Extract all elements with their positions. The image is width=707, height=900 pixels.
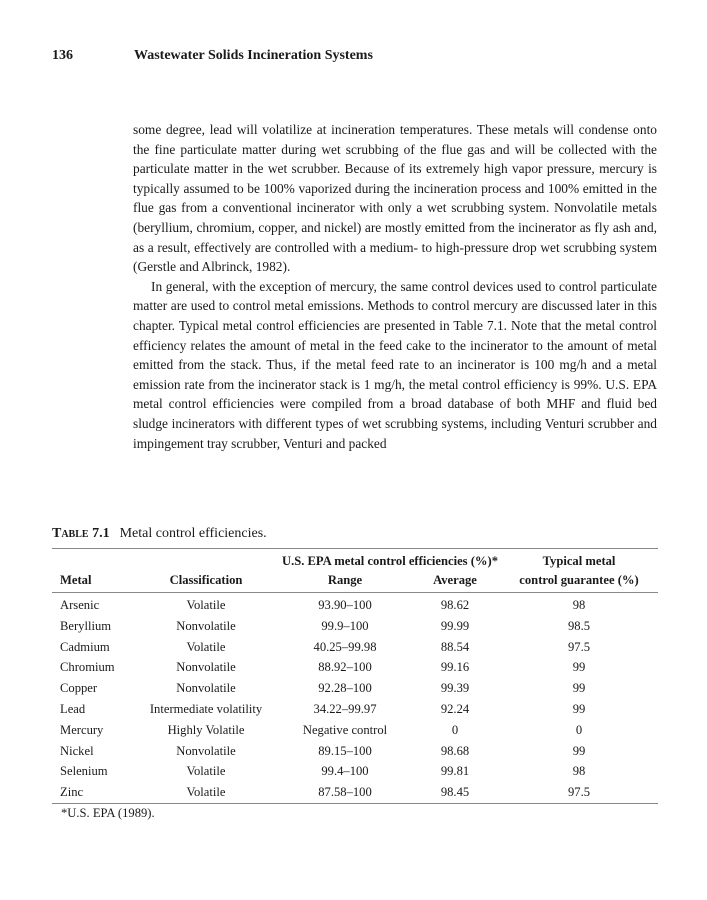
cell-average: 99.16	[440, 660, 470, 675]
cell-classification: Nonvolatile	[176, 618, 236, 633]
cell-guarantee: 99	[572, 743, 586, 758]
cell-metal: Selenium	[60, 764, 108, 779]
col-header-range: Range	[280, 571, 410, 593]
cell-classification: Volatile	[186, 785, 226, 800]
cell-range: 40.25–99.98	[313, 639, 377, 654]
running-header	[52, 48, 662, 68]
cell-range: 92.28–100	[318, 681, 372, 696]
cell-metal: Nickel	[60, 743, 94, 758]
cell-metal: Arsenic	[60, 598, 100, 612]
cell-classification: Nonvolatile	[176, 743, 236, 758]
cell-average: 88.54	[440, 639, 470, 654]
table-header-row	[52, 549, 658, 572]
cell-guarantee: 99	[572, 681, 586, 696]
table-row	[52, 741, 658, 762]
cell-average: 92.24	[440, 701, 470, 716]
cell-metal: Beryllium	[60, 618, 112, 633]
cell-average: 99.39	[440, 681, 470, 696]
cell-average: 0	[451, 722, 459, 737]
cell-metal: Cadmium	[60, 639, 110, 654]
cell-average: 98.45	[440, 785, 470, 800]
cell-classification: Volatile	[186, 639, 226, 654]
cell-guarantee: 99	[572, 701, 586, 716]
body-text	[133, 120, 657, 453]
table-row	[52, 761, 658, 782]
cell-classification: Highly Volatile	[167, 722, 245, 737]
col-header-average: Average	[410, 571, 500, 593]
cell-guarantee: 97.5	[567, 639, 591, 654]
table-row	[52, 782, 658, 803]
cell-average: 98.62	[440, 598, 470, 612]
cell-average: 99.99	[440, 618, 470, 633]
guarantee-header-line1: Typical metal	[542, 554, 616, 568]
page-number: 136	[52, 48, 73, 63]
cell-classification: Volatile	[186, 598, 226, 612]
cell-guarantee: 98.5	[567, 618, 591, 633]
col-header-metal: Metal	[52, 571, 132, 593]
cell-classification: Nonvolatile	[176, 681, 236, 696]
table-row	[52, 720, 658, 741]
cell-range: 87.58–100	[318, 785, 372, 800]
cell-range: 93.90–100	[318, 598, 372, 612]
running-title: Wastewater Solids Incineration Systems	[134, 48, 373, 63]
guarantee-header-line2: control guarantee (%)	[500, 571, 658, 593]
table-row	[52, 637, 658, 658]
cell-range: 99.9–100	[321, 618, 369, 633]
cell-classification: Nonvolatile	[176, 660, 236, 675]
cell-guarantee: 98	[572, 764, 586, 779]
table-row	[52, 616, 658, 637]
cell-classification: Intermediate volatility	[149, 701, 263, 716]
cell-metal: Lead	[60, 701, 86, 716]
cell-metal: Chromium	[60, 660, 115, 675]
table-container	[52, 548, 658, 804]
cell-range: 34.22–99.97	[313, 701, 377, 716]
cell-range: Negative control	[302, 722, 388, 737]
table-row	[52, 593, 658, 616]
epa-span-header: U.S. EPA metal control efficiencies (%)*	[281, 554, 499, 568]
cell-range: 88.92–100	[318, 660, 372, 675]
cell-average: 98.68	[440, 743, 470, 758]
cell-guarantee: 99	[572, 660, 586, 675]
table-caption	[52, 526, 267, 542]
cell-range: 99.4–100	[321, 764, 369, 779]
metal-efficiency-table	[52, 548, 658, 804]
paragraph: In general, with the exception of mercury, the same control devices used to control particulate matter are used to control metal emissions. Methods to control mercury are discussed later in this chapter. Typical metal control efficiencies are presented in Table 7.1. Note that the metal control efficiency relates the amount of metal in the feed cake to the incinerator to the amount of metal emitted from the stack. Thus, if the metal feed rate to an incinerator is 100 mg/h and a metal emission rate from the incinerator stack is 1 mg/h, the metal control efficiency is 99%. U.S. EPA metal control efficiencies were compiled from a broad database of both MHF and fluid bed sludge incinerators with different types of wet scrubbing systems, including Venturi scrubber and impingement tray scrubber, Venturi and packed	[133, 278, 657, 451]
cell-metal: Copper	[60, 681, 98, 696]
table-row	[52, 699, 658, 720]
table-row	[52, 657, 658, 678]
cell-range: 89.15–100	[318, 743, 372, 758]
cell-guarantee: 98	[572, 598, 586, 612]
cell-guarantee: 97.5	[567, 785, 591, 800]
table-footnote: *U.S. EPA (1989).	[61, 806, 155, 820]
cell-classification: Volatile	[186, 764, 226, 779]
cell-average: 99.81	[440, 764, 470, 779]
table-row	[52, 678, 658, 699]
paragraph: some degree, lead will volatilize at incineration temperatures. These metals will condense onto the fine particulate matter during wet scrubbing of the flue gas and will be collected with the particulate matter in the wet scrubber. Because of its extremely high vapor pressure, mercury is typically assumed to be 100% vaporized during the incineration process and 100% emitted in the flue gas from a conventional incinerator with only a wet scrubbing system. Nonvolatile metals (beryllium, chromium, copper, and nickel) are mostly emitted from the incinerator as fly ash and, as a result, effectively are controlled with a medium- to high-pressure drop wet scrubbing system (Gerstle and Albrinck, 1982).	[133, 122, 657, 275]
table-caption-text: Metal control efficiencies.	[119, 526, 267, 541]
cell-guarantee: 0	[575, 722, 583, 737]
table-header-row	[52, 571, 658, 593]
col-header-classification: Classification	[132, 571, 280, 593]
cell-metal: Mercury	[60, 722, 104, 737]
table-label: Table 7.1	[52, 526, 110, 541]
cell-metal: Zinc	[60, 785, 84, 800]
